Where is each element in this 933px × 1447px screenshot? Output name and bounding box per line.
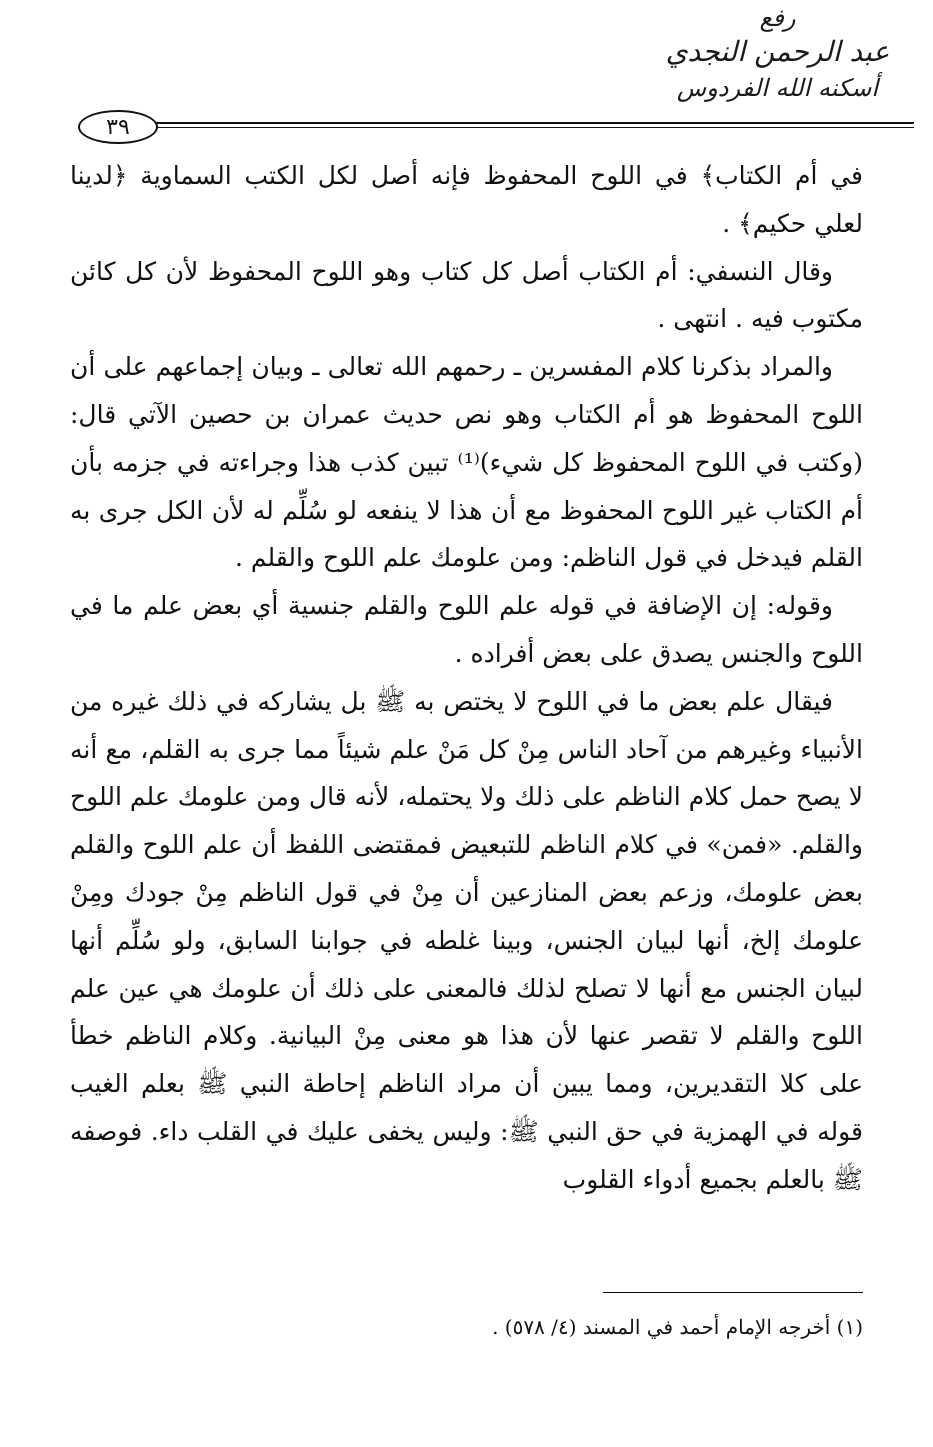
paragraph: وقوله: إن الإضافة في قوله علم اللوح والقلم جنسية أي بعض علم ما في اللوح والجنس يصدق على بعض أفراده . <box>70 591 863 668</box>
stamp-line-2: عبد الرحمن النجدي <box>665 35 890 68</box>
header-rule <box>152 122 914 124</box>
header-rule-thin <box>152 127 914 128</box>
page-number: ٣٩ <box>78 110 158 144</box>
owner-stamp <box>640 4 915 124</box>
stamp-line-1: رفع <box>759 4 796 32</box>
paragraph: والمراد بذكرنا كلام المفسرين ـ رحمهم الله تعالى ـ وبيان إجماعهم على أن اللوح المحفوظ هو أم الكتاب وهو نص حديث عمران بن حصين الآتي قال: (وكتب في اللوح المحفوظ كل شيء)⁽¹⁾ تبين كذب هذا وجراءته في جزمه بأن أم الكتاب غير اللوح المحفوظ مع أن هذا لا ينفعه لو سُلِّم له لأن الكل جرى به القلم فيدخل في قول الناظم: ومن علومك علم اللوح والقلم . <box>70 352 863 573</box>
paragraph: فيقال علم بعض ما في اللوح لا يختص به ﷺ بل يشاركه في ذلك غيره من الأنبياء وغيرهم من آحاد الناس مِنْ كل مَنْ علم شيئاً مما جرى به القلم، مع أنه لا يصح حمل كلام الناظم على ذلك ولا يحتمله، لأنه قال ومن علومك علم اللوح والقلم. «فمن» في كلام الناظم للتبعيض فمقتضى اللفظ أن علم اللوح والقلم بعض علومك، وزعم بعض المنازعين أن مِنْ في قول الناظم مِنْ جودك ومِنْ علومك إلخ، أنها لبيان الجنس، وبينا غلطه في جوابنا السابق، ولو سُلِّم أنها لبيان الجنس مع أنها لا تصلح لذلك فالمعنى على ذلك أن علومك هي عين علم اللوح والقلم لا تقصر عنها لأن هذا هو معنى مِنْ البيانية. وكلام الناظم خطأ على كلا التقديرين، ومما يبين أن مراد الناظم إحاطة النبي ﷺ بعلم الغيب قوله في الهمزية في حق النبي ﷺ: وليس يخفى عليك في القلب داء. فوصفه ﷺ بالعلم بجميع أدواء القلوب <box>70 686 863 1194</box>
paragraph: وقال النسفي: أم الكتاب أصل كل كتاب وهو اللوح المحفوظ لأن كل كائن مكتوب فيه . انتهى . <box>70 256 863 334</box>
footnote: (١) أخرجه الإمام أحمد في المسند (٤/ ٥٧٨) . <box>492 1315 863 1339</box>
footnote-separator <box>603 1292 863 1293</box>
paragraph: في أم الكتاب﴾ في اللوح المحفوظ فإنه أصل لكل الكتب السماوية ﴿لدينا لعلي حكيم﴾ . <box>70 161 863 238</box>
stamp-line-3: أسكنه الله الفردوس <box>676 74 879 102</box>
page-body <box>70 152 863 1204</box>
